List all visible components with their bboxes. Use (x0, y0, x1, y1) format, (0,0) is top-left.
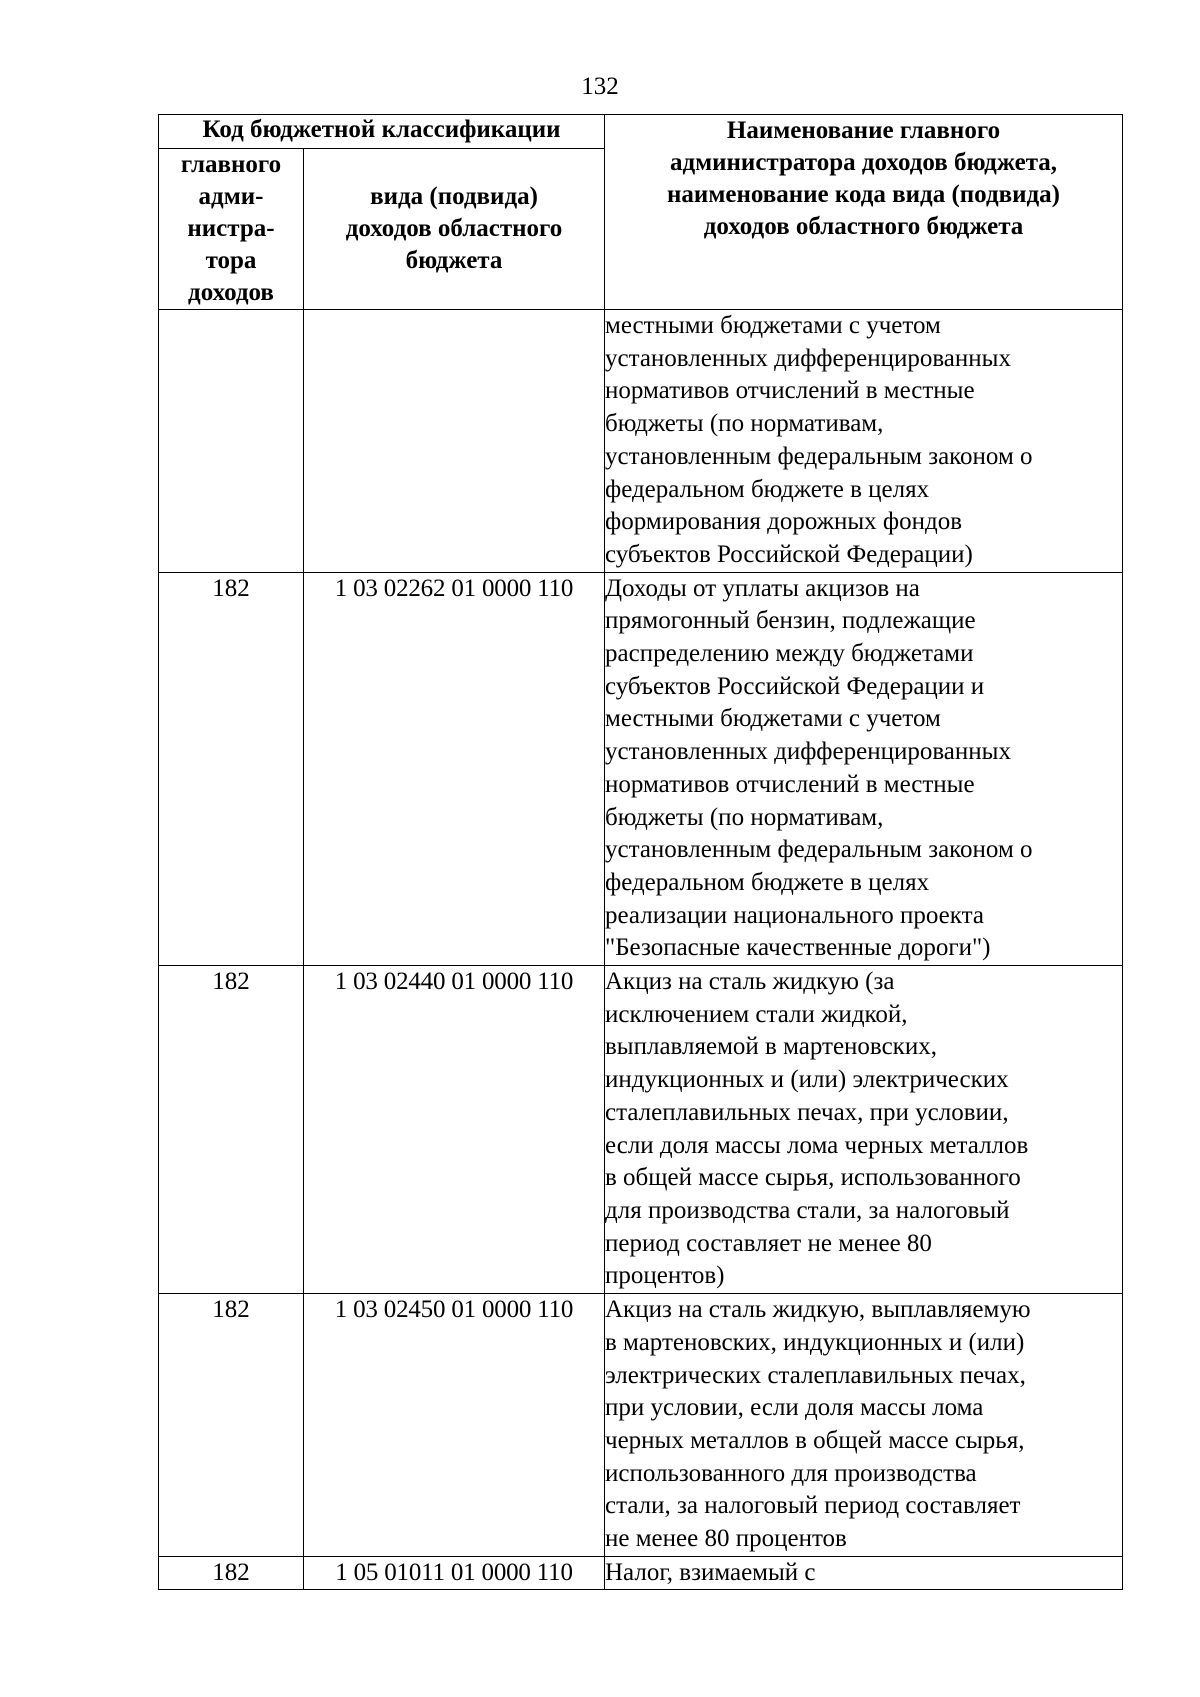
table-row (159, 966, 1123, 1294)
revenue-name-line: местными бюджетами с учетом (605, 312, 941, 339)
header-name-line: наименование кода вида (подвида) (667, 181, 1060, 208)
revenue-name-line: сталеплавильных печах, при условии, (605, 1098, 1009, 1126)
revenue-name-line: бюджеты (по нормативам, (605, 803, 884, 831)
header-kind-column (304, 149, 605, 310)
table-row (159, 310, 1123, 573)
revenue-name-line: период составляет не менее 80 (605, 1229, 932, 1257)
revenue-name-line: прямогонный бензин, подлежащие (605, 607, 976, 635)
admin-code-cell: 182 (159, 1556, 304, 1590)
header-admin-line: нистра- (187, 215, 275, 242)
revenue-name-line: в общей массе сырья, использованного (605, 1164, 1021, 1192)
revenue-kind-code-cell: 1 03 02450 01 0000 110 (304, 1294, 605, 1557)
revenue-name-line: федеральном бюджете в целях (605, 868, 930, 896)
revenue-name-line: нормативов отчислений в местные (605, 770, 975, 798)
revenue-name-line: не менее 80 процентов (605, 1525, 847, 1553)
revenue-name-line: распределению между бюджетами (605, 640, 974, 668)
header-name-line: Наименование главного (726, 117, 1001, 144)
revenue-name-line: реализации национального проекта (605, 901, 984, 929)
header-kind-line: доходов областного (345, 215, 563, 242)
admin-code-cell: 182 (159, 572, 304, 965)
revenue-name-cell (605, 1556, 1123, 1590)
admin-code-cell: 182 (159, 966, 304, 1294)
revenue-kind-code-cell: 1 05 01011 01 0000 110 (304, 1556, 605, 1590)
header-name-column (605, 115, 1123, 310)
admin-code-cell: 182 (159, 1294, 304, 1557)
table-row (159, 1294, 1123, 1557)
revenue-name-line: бюджеты (по нормативам, (605, 410, 884, 438)
budget-classification-table (158, 114, 1123, 1590)
revenue-name-line: исключением стали жидкой, (605, 1000, 908, 1028)
revenue-kind-code-cell: 1 03 02262 01 0000 110 (304, 572, 605, 965)
revenue-name-line: "Безопасные качественные дороги") (605, 934, 991, 962)
header-admin-line: адми- (198, 183, 264, 210)
revenue-name-cell (605, 966, 1123, 1294)
revenue-name-line: установленным федеральным законом о (605, 836, 1033, 864)
header-admin-line: доходов (188, 279, 274, 306)
revenue-name-line: формирования дорожных фондов (605, 508, 962, 536)
revenue-name-line: стали, за налоговый период составляет (605, 1492, 1021, 1520)
admin-code-cell (159, 310, 304, 573)
header-admin-column (159, 149, 304, 310)
revenue-name-cell (605, 572, 1123, 965)
revenue-name-line: для производства стали, за налоговый (605, 1196, 1010, 1224)
revenue-name-line: местными бюджетами с учетом (605, 705, 941, 733)
revenue-name-cell (605, 310, 1123, 573)
header-kind-line: вида (подвида) (370, 183, 538, 210)
header-kind-line: бюджета (405, 247, 503, 274)
revenue-name-line: субъектов Российской Федерации) (605, 540, 973, 568)
page-number: 132 (581, 73, 619, 100)
revenue-name-line: в мартеновских, индукционных и (или) (605, 1328, 1025, 1356)
revenue-name-line: установленных дифференцированных (605, 344, 1011, 372)
revenue-name-line: федеральном бюджете в целях (605, 475, 930, 503)
table-row (159, 572, 1123, 965)
header-admin-line: тора (205, 247, 257, 274)
revenue-name-line: Акциз на сталь жидкую (за (605, 968, 895, 996)
revenue-name-line: установленных дифференцированных (605, 738, 1011, 766)
revenue-name-line: субъектов Российской Федерации и (605, 672, 985, 700)
revenue-name-line: Доходы от уплаты акцизов на (605, 574, 920, 602)
revenue-kind-code-cell: 1 03 02440 01 0000 110 (304, 966, 605, 1294)
revenue-name-line: Акциз на сталь жидкую, выплавляемую (605, 1296, 1031, 1324)
revenue-name-cell (605, 1294, 1123, 1557)
revenue-name-line: установленным федеральным законом о (605, 442, 1033, 470)
revenue-kind-code-cell (304, 310, 605, 573)
revenue-name-line: индукционных и (или) электрических (605, 1066, 1009, 1094)
header-name-line: доходов областного бюджета (703, 213, 1024, 240)
revenue-name-line: Налог, взимаемый с (605, 1558, 816, 1586)
revenue-name-line: черных металлов в общей массе сырья, (605, 1426, 1025, 1454)
revenue-name-line: использованного для производства (605, 1459, 977, 1487)
header-budget-code-group: Код бюджетной классификации (159, 115, 605, 149)
table-body (159, 310, 1123, 1590)
table-row (159, 1556, 1123, 1590)
revenue-name-line: если доля массы лома черных металлов (605, 1131, 1029, 1159)
revenue-name-line: при условии, если доля массы лома (605, 1394, 984, 1422)
revenue-name-line: нормативов отчислений в местные (605, 377, 975, 405)
header-name-line: администратора доходов бюджета, (669, 149, 1058, 176)
revenue-name-line: электрических сталеплавильных печах, (605, 1361, 1026, 1389)
revenue-name-line: процентов) (605, 1262, 725, 1290)
revenue-name-line: выплавляемой в мартеновских, (605, 1033, 937, 1061)
header-admin-line: главного (180, 151, 282, 178)
